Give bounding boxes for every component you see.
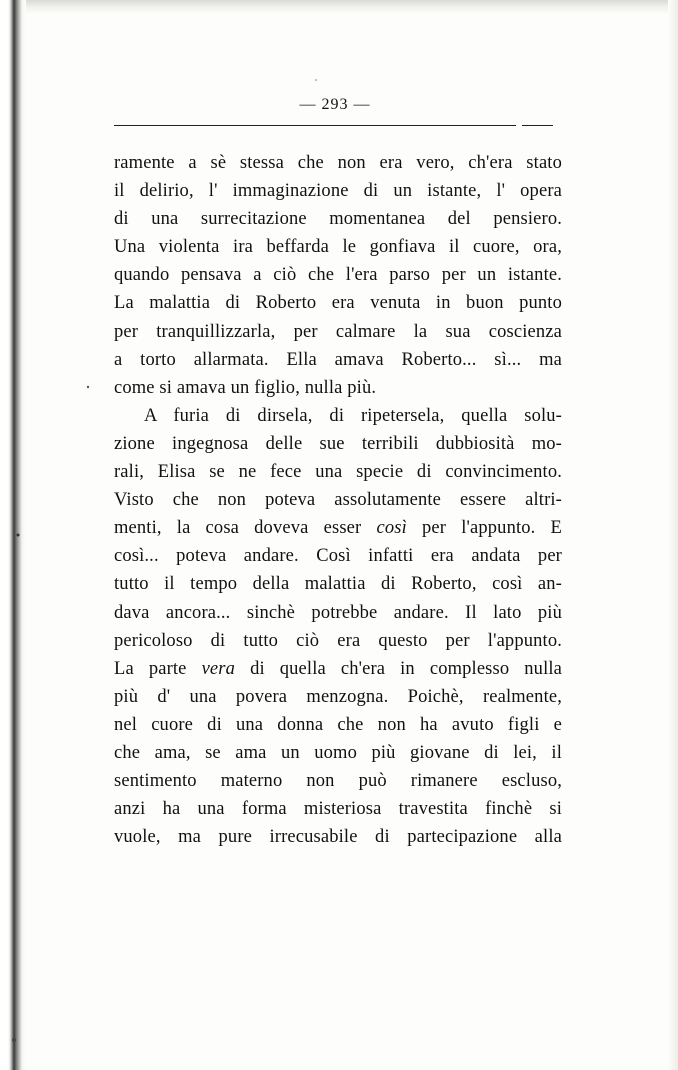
text-segment: menti, la cosa doveva esser xyxy=(114,518,362,539)
italic-word-vera: vera xyxy=(201,658,236,679)
text-segment: di quella ch'era in complesso nulla xyxy=(250,658,563,679)
text-line: di una surrecitazione momentanea del pensiero. xyxy=(114,209,562,230)
paragraph-start-line: A furia di dirsela, di ripetersela, quella solu- xyxy=(144,405,562,426)
text-line: sentimento materno non può rimanere escluso, xyxy=(114,771,562,792)
text-line: che ama, se ama un uomo più giovane di lei, il xyxy=(114,742,562,763)
text-line: così... poteva andare. Così infatti era andata per xyxy=(114,546,562,567)
paragraph-end-line: come si amava un figlio, nulla più. xyxy=(114,377,377,398)
text-line: nel cuore di una donna che non ha avuto figli e xyxy=(114,714,562,735)
text-line: tutto il tempo della malattia di Roberto, così an- xyxy=(114,574,562,595)
text-line: quando pensava a ciò che l'era parso per un istante. xyxy=(114,265,562,286)
text-line: rali, Elisa se ne fece una specie di convincimento. xyxy=(114,462,562,483)
text-line: ramente a sè stessa che non era vero, ch'era stato xyxy=(114,153,562,173)
text-line: a torto allarmata. Ella amava Roberto... sì... ma xyxy=(114,349,562,370)
text-line: dava ancora... sinchè potrebbe andare. Il lato più xyxy=(114,602,562,623)
text-segment: La parte xyxy=(114,658,187,679)
text-line: Una violenta ira beffarda le gonfiava il cuore, ora, xyxy=(114,237,562,258)
ink-speck xyxy=(315,79,317,81)
text-line: zione ingegnosa delle sue terribili dubbiosità mo- xyxy=(114,433,562,454)
text-line: Visto che non poteva assolutamente essere altri- xyxy=(114,490,562,511)
text-line: il delirio, l' immaginazione di un istante, l' opera xyxy=(114,181,562,202)
text-line: più d' una povera menzogna. Poichè, realmente, xyxy=(114,686,562,707)
text-segment: per l'appunto. E xyxy=(422,518,563,539)
text-line: per tranquillizzarla, per calmare la sua coscienza xyxy=(114,321,562,342)
text-line: pericoloso di tutto ciò era questo per l'appunto. xyxy=(114,630,562,651)
ink-speck xyxy=(87,386,89,388)
text-line: anzi ha una forma misteriosa travestita finchè si xyxy=(114,799,562,820)
ink-speck xyxy=(12,1038,16,1042)
text-line: La malattia di Roberto era venuta in buon punto xyxy=(114,293,562,314)
italic-word-cosi: così xyxy=(376,518,407,539)
text-line: vuole, ma pure irrecusabile di partecipazione alla xyxy=(114,827,562,848)
ink-speck xyxy=(17,534,20,537)
page-number: — 293 — xyxy=(299,96,371,113)
